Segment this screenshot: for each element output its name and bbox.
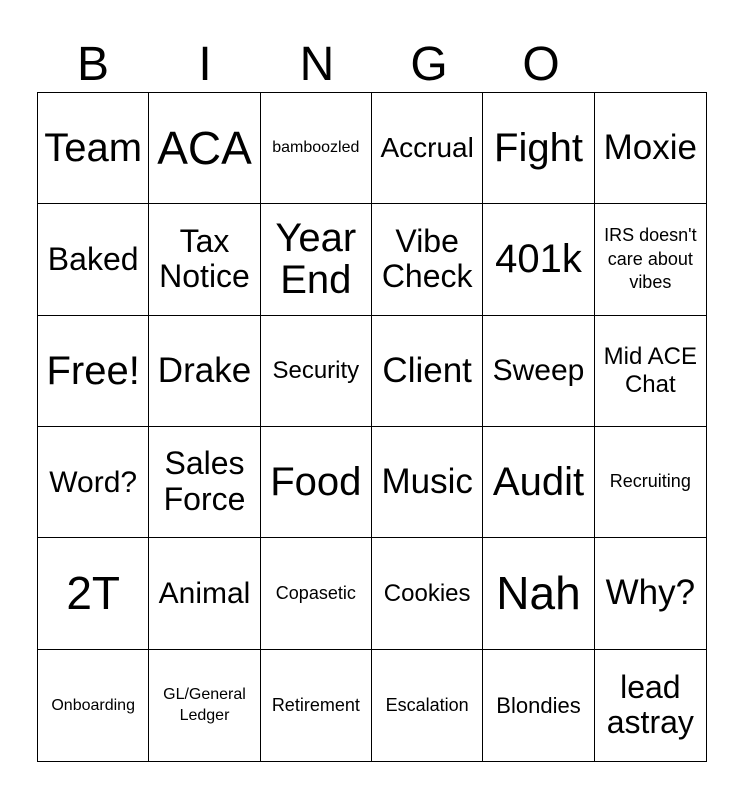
header-letter-o: O	[522, 38, 560, 91]
bingo-cell[interactable]: IRS doesn't care about vibes	[595, 204, 706, 315]
header-letter-b: B	[76, 38, 109, 91]
bingo-cell[interactable]: Animal	[149, 538, 260, 649]
header-letter-n: N	[299, 38, 335, 91]
bingo-header	[37, 38, 597, 92]
bingo-cell[interactable]: Onboarding	[38, 650, 149, 761]
bingo-cell[interactable]: Food	[261, 427, 372, 538]
bingo-cell[interactable]: Nah	[483, 538, 594, 649]
bingo-cell[interactable]: Team	[38, 93, 149, 204]
bingo-cell[interactable]: Client	[372, 316, 483, 427]
bingo-cell[interactable]: Tax Notice	[149, 204, 260, 315]
bingo-cell[interactable]: bamboozled	[261, 93, 372, 204]
bingo-cell[interactable]: Accrual	[372, 93, 483, 204]
bingo-cell[interactable]: GL/General Ledger	[149, 650, 260, 761]
bingo-cell[interactable]: Word?	[38, 427, 149, 538]
bingo-cell[interactable]: Baked	[38, 204, 149, 315]
bingo-cell[interactable]: 2T	[38, 538, 149, 649]
bingo-cell[interactable]: Retirement	[261, 650, 372, 761]
bingo-cell[interactable]: Moxie	[595, 93, 706, 204]
bingo-cell[interactable]: Copasetic	[261, 538, 372, 649]
bingo-cell[interactable]: Blondies	[483, 650, 594, 761]
bingo-cell[interactable]: Security	[261, 316, 372, 427]
bingo-cell[interactable]: Year End	[261, 204, 372, 315]
bingo-cell[interactable]: 401k	[483, 204, 594, 315]
bingo-cell[interactable]: Recruiting	[595, 427, 706, 538]
bingo-cell[interactable]: lead astray	[606, 668, 694, 741]
bingo-cell[interactable]: Free!	[38, 316, 149, 427]
header-letter-i: I	[198, 38, 212, 91]
bingo-cell[interactable]: Vibe Check	[372, 204, 483, 315]
bingo-board	[37, 92, 707, 762]
header-letter-g: G	[410, 38, 448, 91]
bingo-cell[interactable]: Escalation	[372, 650, 483, 761]
bingo-cell[interactable]: Sales Force	[149, 427, 260, 538]
bingo-cell[interactable]: Music	[372, 427, 483, 538]
bingo-cell[interactable]: Audit	[483, 427, 594, 538]
bingo-cell[interactable]: Fight	[483, 93, 594, 204]
bingo-cell[interactable]: ACA	[149, 93, 260, 204]
bingo-cell[interactable]: Sweep	[483, 316, 594, 427]
bingo-cell[interactable]: Why?	[595, 538, 706, 649]
bingo-cell[interactable]: Drake	[149, 316, 260, 427]
bingo-cell[interactable]: Cookies	[372, 538, 483, 649]
bingo-cell[interactable]: Mid ACE Chat	[595, 316, 706, 427]
